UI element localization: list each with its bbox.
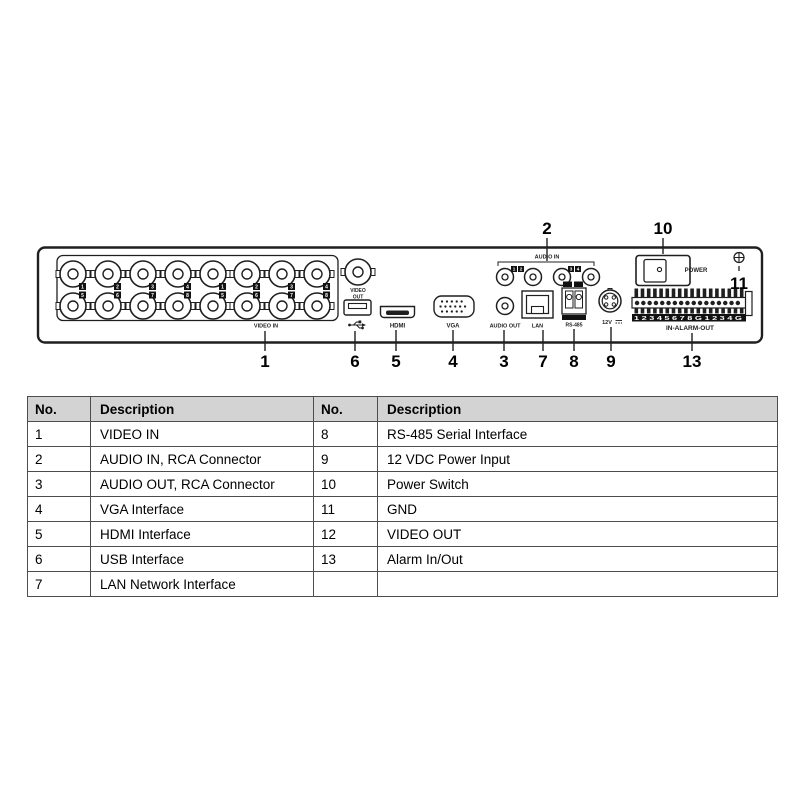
row-no: 3 [28, 472, 91, 497]
callout-7: 7 [538, 352, 548, 371]
row-description: RS-485 Serial Interface [378, 422, 778, 447]
row-no: 7 [28, 572, 91, 597]
table-row [28, 497, 314, 522]
svg-text:1: 1 [221, 284, 224, 291]
lan-label: LAN [531, 323, 544, 330]
row-no: 5 [28, 522, 91, 547]
svg-text:7: 7 [151, 292, 154, 299]
callout-6: 6 [350, 352, 360, 371]
row-no: 11 [314, 497, 378, 522]
header-no: No. [28, 397, 91, 422]
row-description [378, 572, 778, 597]
table-row [314, 422, 778, 447]
table-row [28, 522, 314, 547]
row-description: HDMI Interface [91, 522, 314, 547]
callout-9: 9 [606, 352, 616, 371]
device-rear-panel-diagram [0, 0, 800, 392]
row-description: Power Switch [378, 472, 778, 497]
video-in-label: VIDEO IN [253, 323, 279, 330]
svg-text:OUT: OUT [352, 294, 364, 301]
header-description: Description [378, 397, 778, 422]
svg-text:2: 2 [255, 284, 258, 291]
row-description: VGA Interface [91, 497, 314, 522]
row-description: AUDIO IN, RCA Connector [91, 447, 314, 472]
svg-text:8: 8 [186, 292, 189, 299]
callout-2: 2 [542, 219, 552, 238]
audio-in-label: AUDIO IN [534, 254, 560, 261]
table-row [314, 547, 778, 572]
row-no: 9 [314, 447, 378, 472]
callout-11: 11 [730, 274, 748, 293]
svg-text:7: 7 [290, 292, 293, 299]
table-row [28, 572, 314, 597]
alarm-terminal-labels: 1 2 3 4 5 6 7 8 G 1 2 3 4 G [634, 315, 743, 322]
svg-text:4: 4 [325, 284, 328, 291]
vga-label: VGA [446, 323, 460, 330]
table-header-row [314, 397, 778, 422]
row-no: 6 [28, 547, 91, 572]
row-no: 8 [314, 422, 378, 447]
svg-text:1: 1 [81, 284, 84, 291]
callout-1: 1 [260, 352, 270, 371]
rca-connector [583, 269, 600, 286]
row-no: 2 [28, 447, 91, 472]
description-table-right [313, 396, 778, 597]
video-out-label: VIDEO [350, 288, 366, 294]
table-row [28, 472, 314, 497]
svg-text:2: 2 [116, 284, 119, 291]
row-description: Alarm In/Out [378, 547, 778, 572]
row-no: 1 [28, 422, 91, 447]
svg-text:3: 3 [290, 284, 293, 291]
audio-out-label: AUDIO OUT [489, 323, 521, 330]
svg-text:2: 2 [519, 266, 523, 272]
row-description: LAN Network Interface [91, 572, 314, 597]
callout-10: 10 [653, 219, 673, 238]
svg-text:4: 4 [576, 266, 580, 272]
callout-3: 3 [499, 352, 509, 371]
table-header-row [28, 397, 314, 422]
row-no: 10 [314, 472, 378, 497]
power-input-connector [599, 289, 622, 327]
description-table-left [27, 396, 314, 597]
alarm-label: IN-ALARM-OUT [665, 325, 715, 332]
row-no: 4 [28, 497, 91, 522]
svg-text:5: 5 [221, 292, 224, 299]
header-description: Description [91, 397, 314, 422]
rca-connector [525, 269, 542, 286]
row-description: VIDEO IN [91, 422, 314, 447]
callout-4: 4 [448, 352, 458, 371]
header-no: No. [314, 397, 378, 422]
svg-text:6: 6 [255, 292, 258, 299]
row-no: 12 [314, 522, 378, 547]
svg-text:5: 5 [81, 292, 84, 299]
svg-text:4: 4 [186, 284, 189, 291]
table-row [314, 522, 778, 547]
svg-text:8: 8 [325, 292, 328, 299]
table-row [314, 447, 778, 472]
svg-text:3: 3 [151, 284, 154, 291]
rs485-label: RS-485 [565, 322, 583, 329]
row-description: AUDIO OUT, RCA Connector [91, 472, 314, 497]
table-row [314, 572, 778, 597]
table-row [314, 472, 778, 497]
callout-8: 8 [569, 352, 579, 371]
row-description: VIDEO OUT [378, 522, 778, 547]
table-row [28, 447, 314, 472]
table-row [314, 497, 778, 522]
video-in-block [56, 256, 338, 330]
row-no [314, 572, 378, 597]
svg-text:1: 1 [512, 266, 516, 272]
svg-text:6: 6 [116, 292, 119, 299]
power-input-label: 12V [602, 320, 612, 326]
interface-description-tables [27, 396, 778, 597]
row-description: USB Interface [91, 547, 314, 572]
row-description: 12 VDC Power Input [378, 447, 778, 472]
callout-13: 13 [682, 352, 702, 371]
row-description: GND [378, 497, 778, 522]
callout-5: 5 [391, 352, 401, 371]
svg-text:3: 3 [569, 266, 573, 272]
rca-connector [497, 266, 516, 286]
row-no: 13 [314, 547, 378, 572]
table-row [28, 422, 314, 447]
power-label: POWER [684, 268, 708, 274]
hdmi-label: HDMI [389, 323, 406, 330]
table-row [28, 547, 314, 572]
